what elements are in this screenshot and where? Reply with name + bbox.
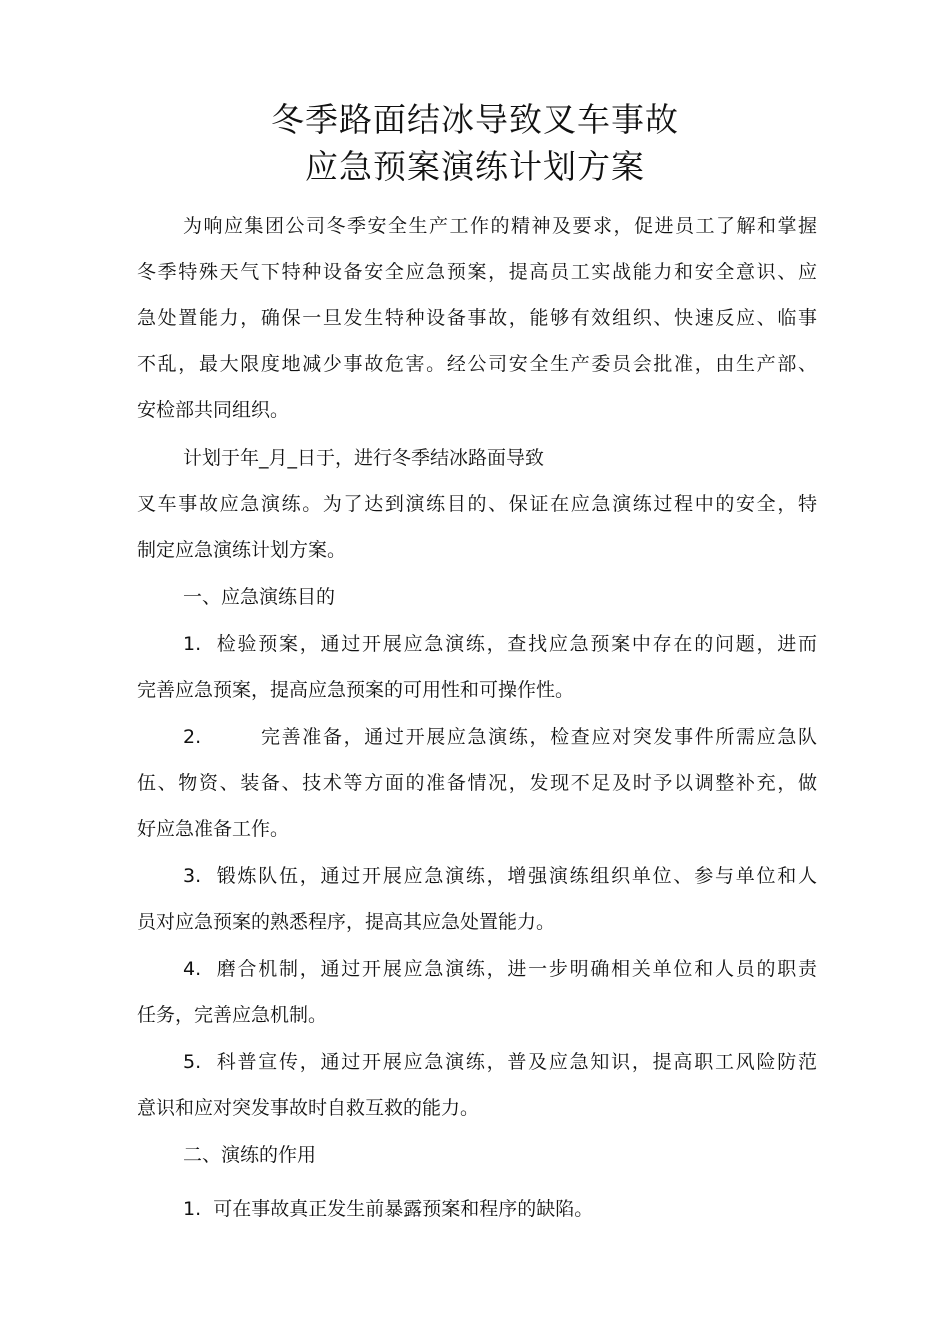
- list-number: 1.: [183, 1198, 202, 1220]
- intro-line: 冬季特殊天气下特种设备安全应急预案，提高员工实战能力和安全意识、应: [137, 261, 817, 283]
- list-number: 1.: [183, 633, 202, 655]
- document-title-line1: 冬季路面结冰导致叉车事故: [271, 100, 679, 139]
- section-heading: 二、演练的作用: [183, 1144, 317, 1166]
- list-text: 完善准备，通过开展应急演练，检查应对突发事件所需应急队: [261, 726, 817, 748]
- list-number: 2.: [183, 726, 202, 748]
- list-number: 4.: [183, 958, 202, 980]
- list-number: 3.: [183, 865, 202, 887]
- list-item: [183, 1197, 593, 1221]
- intro-line: 急处置能力，确保一旦发生特种设备事故，能够有效组织、快速反应、临事: [137, 307, 817, 329]
- list-continuation: 好应急准备工作。: [137, 818, 290, 840]
- list-text: 检验预案，通过开展应急演练，查找应急预案中存在的问题，进而: [216, 633, 817, 655]
- document-title-line2: 应急预案演练计划方案: [305, 147, 645, 186]
- list-item: [183, 632, 817, 656]
- plan-line: 制定应急演练计划方案。: [137, 539, 347, 561]
- plan-line: 计划于年_月_日于，进行冬季结冰路面导致: [183, 447, 545, 469]
- list-item: [183, 1050, 817, 1074]
- section-heading: 一、应急演练目的: [183, 586, 336, 608]
- intro-line: 为响应集团公司冬季安全生产工作的精神及要求，促进员工了解和掌握: [183, 215, 817, 237]
- list-continuation: 任务，完善应急机制。: [137, 1004, 328, 1026]
- list-continuation: 完善应急预案，提高应急预案的可用性和可操作性。: [137, 679, 575, 701]
- list-text: 科普宣传，通过开展应急演练，普及应急知识，提高职工风险防范: [216, 1051, 817, 1073]
- list-continuation: 意识和应对突发事故时自救互救的能力。: [137, 1097, 480, 1119]
- list-text: 锻炼队伍，通过开展应急演练，增强演练组织单位、参与单位和人: [216, 865, 817, 887]
- list-continuation: 员对应急预案的熟悉程序，提高其应急处置能力。: [137, 911, 556, 933]
- list-item: [183, 957, 817, 981]
- list-item: [183, 725, 817, 749]
- list-number: 5.: [183, 1051, 202, 1073]
- list-item: [183, 864, 817, 888]
- intro-line: 安检部共同组织。: [137, 399, 290, 421]
- intro-line: 不乱，最大限度地减少事故危害。经公司安全生产委员会批准，由生产部、: [137, 353, 817, 375]
- list-text: 可在事故真正发生前暴露预案和程序的缺陷。: [213, 1198, 594, 1220]
- plan-line: 叉车事故应急演练。为了达到演练目的、保证在应急演练过程中的安全，特: [137, 493, 817, 515]
- list-continuation: 伍、物资、装备、技术等方面的准备情况，发现不足及时予以调整补充，做: [137, 772, 817, 794]
- list-text: 磨合机制，通过开展应急演练，进一步明确相关单位和人员的职责: [216, 958, 817, 980]
